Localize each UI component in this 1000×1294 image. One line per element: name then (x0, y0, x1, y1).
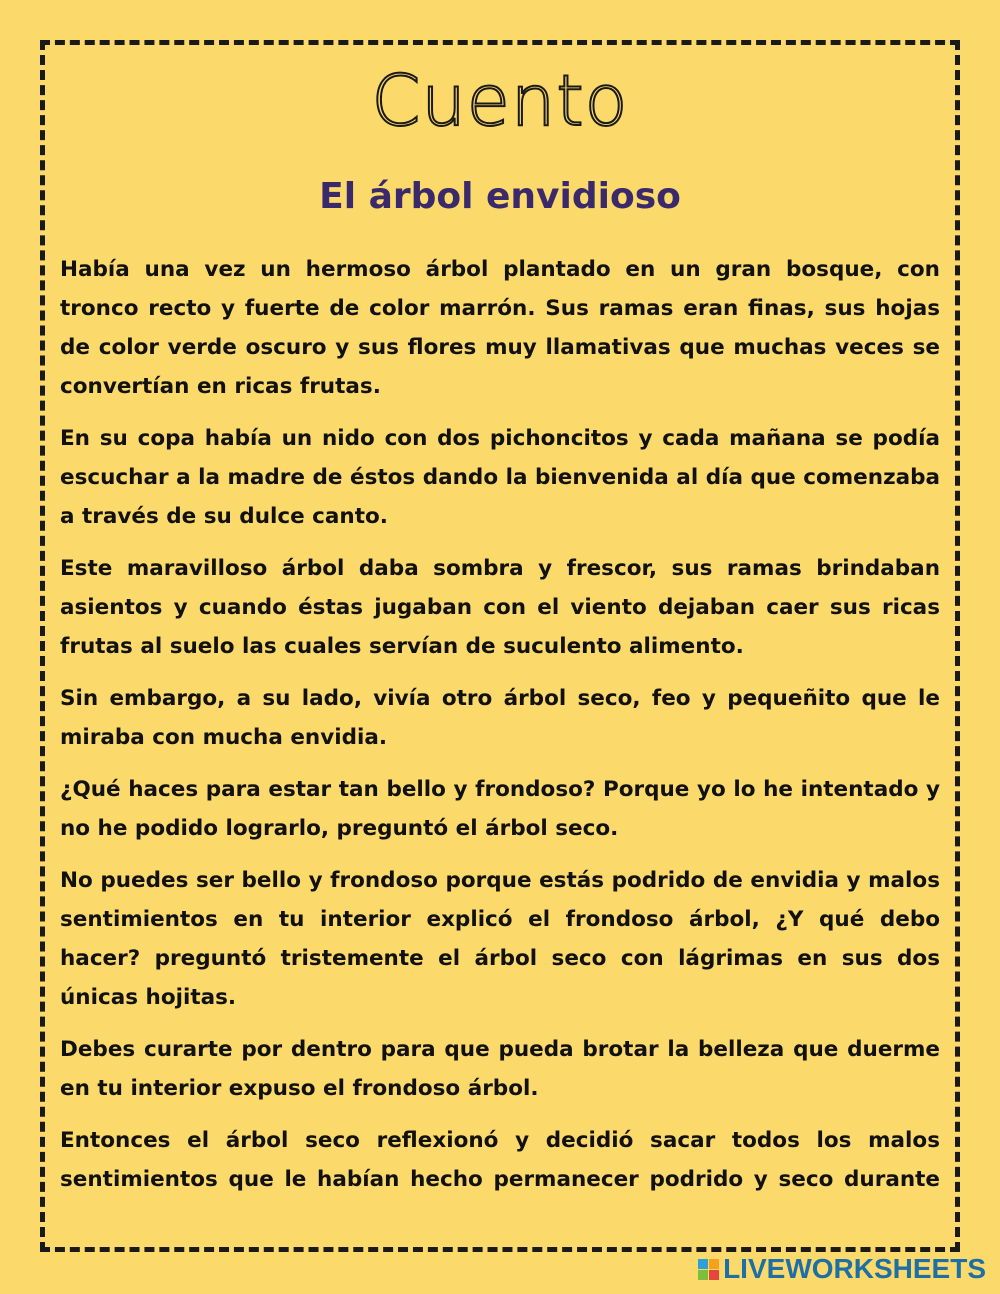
logo-square-1 (698, 1259, 708, 1269)
story-paragraph-4: Sin embargo, a su lado, vivía otro árbol seco, feo y pequeñito que le miraba con mucha envidia. (60, 686, 940, 750)
logo-square-3 (698, 1270, 708, 1280)
story-paragraph-3: Este maravilloso árbol daba sombra y frescor, sus ramas brindaban asientos y cuando éstas jugaban con el viento dejaban caer sus ricas frutas al suelo las cuales servían de suculento alimento. (60, 556, 940, 659)
liveworksheets-logo-text: LIVEWORKSHEETS (723, 1253, 986, 1284)
story-paragraph-5: ¿Qué haces para estar tan bello y frondoso? Porque yo lo he intentado y no he podido lograrlo, preguntó el árbol seco. (60, 777, 940, 841)
liveworksheets-logo (698, 1254, 986, 1284)
story-paragraph-6: No puedes ser bello y frondoso porque estás podrido de envidia y malos sentimientos en tu interior explicó el frondoso árbol, ¿Y qué debo hacer? preguntó tristemente el árbol seco con lágrimas en sus dos únicas hojitas. (60, 868, 940, 1010)
story-body (60, 250, 940, 1212)
logo-square-4 (709, 1270, 719, 1280)
liveworksheets-logo-icon (698, 1259, 719, 1280)
story-paragraph-7: Debes curarte por dentro para que pueda brotar la belleza que duerme en tu interior expuso el frondoso árbol. (60, 1037, 940, 1101)
story-paragraph-8: Entonces el árbol seco reflexionó y decidió sacar todos los malos sentimientos que le habían hecho permanecer podrido y seco durante (60, 1128, 940, 1192)
story-title: El árbol envidioso (319, 176, 681, 217)
page-title: Cuento (371, 60, 629, 142)
story-paragraph-1: Había una vez un hermoso árbol plantado en un gran bosque, con tronco recto y fuerte de color marrón. Sus ramas eran finas, sus hojas de color verde oscuro y sus flores muy llamativas que muchas veces se convertían en ricas frutas. (60, 257, 940, 399)
story-paragraph-2: En su copa había un nido con dos pichoncitos y cada mañana se podía escuchar a la madre de éstos dando la bienvenida al día que comenzaba a través de su dulce canto. (60, 426, 940, 529)
logo-square-2 (709, 1259, 719, 1269)
